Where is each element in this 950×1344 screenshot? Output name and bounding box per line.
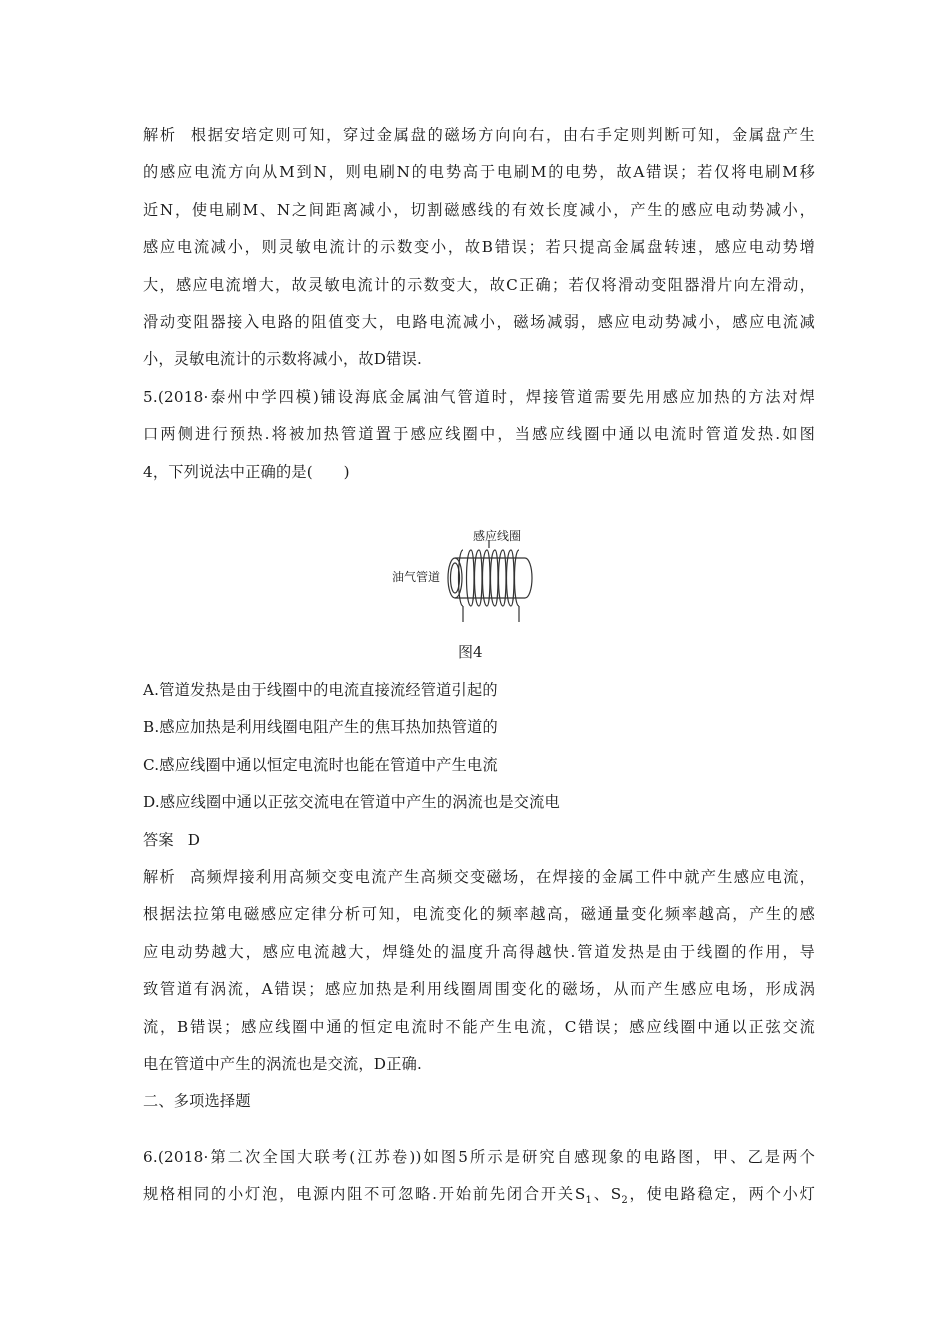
analysis-q5-line-1: 解析 高频焊接利用高频交变电流产生高频交变磁场，在焊接的金属工件中就产生感应电流， — [143, 868, 815, 886]
option-a: A.管道发热是由于线圈中的电流直接流经管道引起的 — [143, 681, 498, 699]
analysis-q5-line-5: 流，B错误；感应线圈中通的恒定电流时不能产生电流，C错误；感应线圈中通以正弦交流 — [143, 1017, 815, 1036]
figure-4-caption: 图4 — [458, 643, 483, 661]
analysis-q4-line-4: 感应电流减小，则灵敏电流计的示数变小，故B错误；若只提高金属盘转速，感应电动势增 — [143, 238, 815, 257]
analysis-q4-line-5: 大，感应电流增大，故灵敏电流计的示数变大，故C正确；若仅将滑动变阻器滑片向左滑动， — [143, 275, 815, 294]
question-5-line-1: 5.(2018·泰州中学四模)铺设海底金属油气管道时，焊接管道需要先用感应加热的方法对焊 — [143, 388, 815, 406]
question-6-line-1: 6.(2018·第二次全国大联考(江苏卷))如图5所示是研究自感现象的电路图，甲、乙是两个 — [143, 1148, 815, 1166]
analysis-q5-line-4: 致管道有涡流，A错误；感应加热是利用线圈周围变化的磁场，从而产生感应电场，形成涡 — [143, 980, 815, 999]
question-5-line-3: 4，下列说法中正确的是( ) — [143, 462, 350, 481]
analysis-q5-line-3: 应电动势越大，感应电流越大，焊缝处的温度升高得越快.管道发热是由于线圈的作用，导 — [143, 942, 815, 961]
option-b: B.感应加热是利用线圈电阻产生的焦耳热加热管道的 — [143, 718, 498, 737]
answer-line — [143, 822, 815, 859]
question-5-stem — [143, 379, 815, 491]
question-5-line-2: 口两侧进行预热.将被加热管道置于感应线圈中，当感应线圈中通以电流时管道发热.如图 — [143, 425, 815, 444]
option-c: C.感应线圈中通以恒定电流时也能在管道中产生电流 — [143, 755, 498, 774]
analysis-q4-line-1: 解析 根据安培定则可知，穿过金属盘的磁场方向向右，由右手定则判断可知，金属盘产生 — [143, 126, 815, 144]
analysis-q4 — [143, 117, 815, 379]
figure-4-coil-diagram — [385, 520, 535, 625]
coil-label: 感应线圈 — [473, 529, 522, 543]
question-5-options — [143, 672, 815, 859]
analysis-q4-line-2: 的感应电流方向从M到N，则电刷N的电势高于电刷M的电势，故A错误；若仅将电刷M移 — [143, 163, 815, 182]
option-d: D.感应线圈中通以正弦交流电在管道中产生的涡流也是交流电 — [143, 793, 560, 812]
pipe-label: 油气管道 — [392, 570, 441, 584]
answer-label: 答案 — [143, 830, 174, 849]
question-6-line-2: 规格相同的小灯泡，电源内阻不可忽略.开始前先闭合开关$S_1$、$S_2$，使电路稳定，两个小灯 — [143, 1185, 816, 1207]
analysis-q4-line-7: 小，灵敏电流计的示数将减小，故D错误. — [143, 350, 422, 369]
section-2-title: 二、多项选择题 — [143, 1092, 251, 1111]
analysis-q4-line-6: 滑动变阻器接入电路的阻值变大，电路电流减小，磁场减弱，感应电动势减小，感应电流减 — [143, 313, 815, 332]
analysis-q4-line-3: 近N，使电刷M、N之间距离减小，切割磁感线的有效长度减小，产生的感应电动势减小， — [143, 200, 815, 219]
analysis-label: 解析 — [143, 126, 177, 144]
analysis-q5 — [143, 859, 815, 1121]
analysis-q5-line-2: 根据法拉第电磁感应定律分析可知，电流变化的频率越高，磁通量变化频率越高，产生的感 — [143, 905, 815, 924]
coil-drawing — [385, 520, 535, 625]
analysis-label: 解析 — [143, 868, 176, 886]
question-6-stem — [143, 1139, 815, 1220]
analysis-q5-line-6: 电在管道中产生的涡流也是交流，D正确. — [143, 1055, 422, 1074]
answer-value: D — [187, 830, 201, 849]
